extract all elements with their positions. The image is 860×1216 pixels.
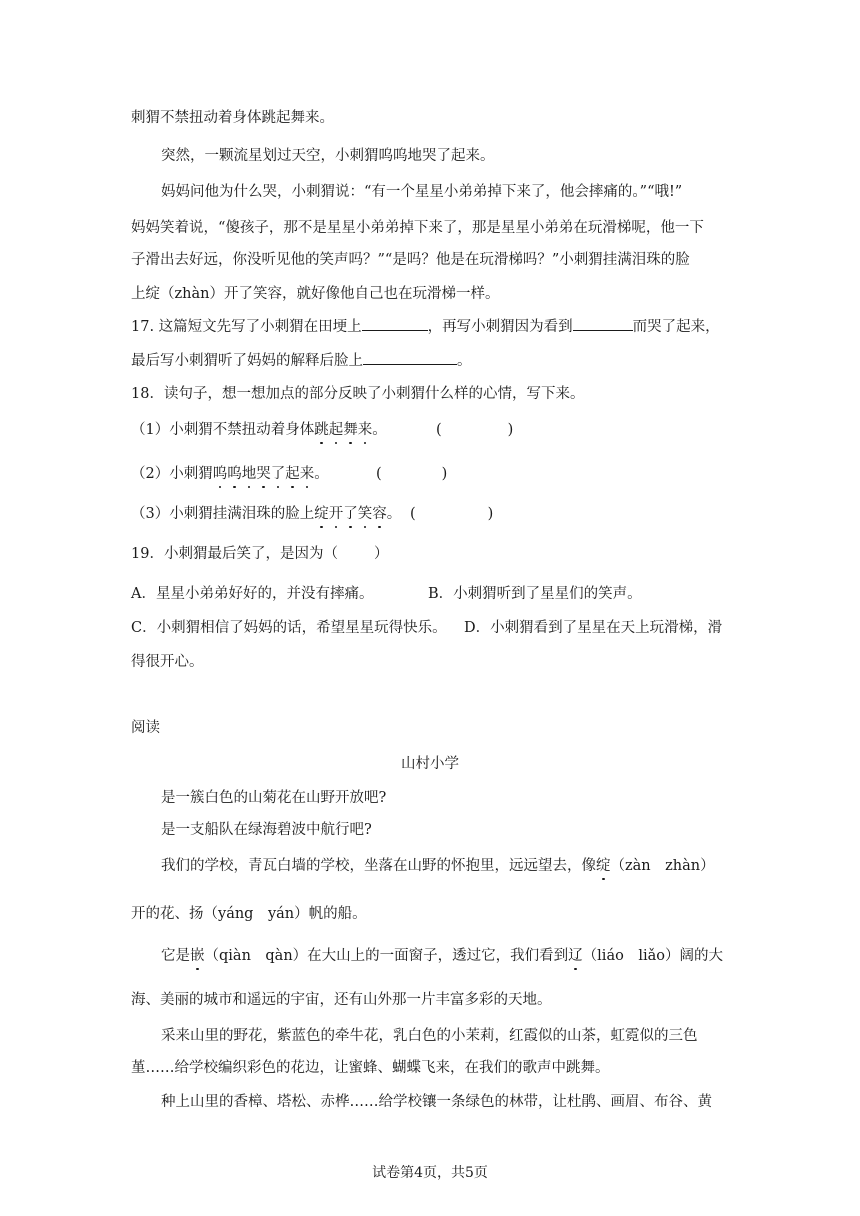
dotted-char: 哭 <box>256 466 271 482</box>
q17-text: 。 <box>457 353 472 369</box>
story-paragraph: 突然，一颗流星划过天空，小刺猬呜呜地哭了起来。 <box>161 148 495 164</box>
q17-text: 17. 这篇短文先写了小刺猬在田埂上 <box>131 319 362 335</box>
page-footer: 试卷第4页，共5页 <box>372 1165 488 1181</box>
passage-text: 它是 <box>161 948 190 964</box>
pinyin-choice: （zàn zhàn） <box>610 858 715 874</box>
dotted-emphasis <box>213 466 315 482</box>
sentence-text: （2）小刺猬 <box>131 466 213 482</box>
dotted-char: 了 <box>270 466 286 482</box>
question-17-cont <box>131 350 472 371</box>
passage-line: 种上山里的香樟、塔松、赤桦……给学校镶一条绿色的林带，让杜鹃、画眉、布谷、黄 <box>161 1094 712 1110</box>
dotted-char: 容 <box>372 506 387 522</box>
option-d-cont: 得很开心。 <box>131 654 204 670</box>
dotted-char: 地 <box>241 466 257 482</box>
dotted-char: 来 <box>299 466 315 482</box>
passage-title: 山村小学 <box>401 756 459 772</box>
passage-line: 是一支船队在绿海碧波中航行吧? <box>161 822 372 838</box>
question-18-item-3 <box>131 504 401 524</box>
answer-paren[interactable] <box>410 504 493 524</box>
paren-open: ( <box>410 506 416 522</box>
question-18-item-1 <box>131 420 387 440</box>
dotted-char: 了 <box>343 506 358 522</box>
sentence-text: （3）小刺猬挂满泪珠的脸上 <box>131 506 315 522</box>
q19-text: ） <box>373 546 389 562</box>
dotted-emphasis <box>314 422 372 438</box>
dotted-char: 呜 <box>212 466 228 482</box>
sentence-text: （1）小刺猬不禁扭动着身体 <box>131 422 315 438</box>
passage-text: （qiàn qàn）在大山上的一面窗子，透过它，我们看到 <box>204 948 569 964</box>
question-18-item-2 <box>131 464 329 484</box>
question-19-stem <box>131 544 388 564</box>
story-paragraph-tail: 刺猬不禁扭动着身体跳起舞来。 <box>131 110 334 126</box>
option-c[interactable]: C．小刺猬相信了妈妈的话，希望星星玩得快乐。 <box>131 620 447 636</box>
dotted-char: 起 <box>285 466 300 482</box>
dotted-char: 来 <box>357 422 373 438</box>
paren-open: ( <box>376 466 382 482</box>
sentence-text: 。 <box>314 466 329 482</box>
option-b[interactable]: B．小刺猬听到了星星们的笑声。 <box>428 586 642 602</box>
story-paragraph: 妈妈笑着说，“傻孩子，那不是星星小弟弟掉下来了，那是星星小弟弟在玩滑梯呢，他一下 <box>131 220 704 236</box>
q17-text: 最后写小刺猬听了妈妈的解释后脸上 <box>131 353 363 369</box>
q19-text: 19．小刺猬最后笑了，是因为（ <box>131 546 338 562</box>
paren-open: ( <box>436 422 442 438</box>
q17-text: 而哭了起来， <box>632 319 720 335</box>
dotted-char: 绽 <box>314 506 329 522</box>
question-17 <box>131 316 720 337</box>
passage-text: 我们的学校，青瓦白墙的学校，坐落在山野的怀抱里，远远望去，像 <box>161 858 596 874</box>
answer-paren[interactable] <box>436 420 513 440</box>
story-paragraph: 上绽（zhàn）开了笑容，就好像他自己也在玩滑梯一样。 <box>131 286 500 302</box>
answer-blank[interactable] <box>362 316 428 331</box>
dotted-char: 开 <box>328 506 344 522</box>
dotted-char: 舞 <box>343 422 358 438</box>
section-label: 阅读 <box>131 720 160 736</box>
dotted-char: 跳 <box>314 422 329 438</box>
sentence-text: 。 <box>372 422 387 438</box>
dotted-emphasis <box>314 506 387 522</box>
passage-line: 海、美丽的城市和遥远的宇宙，还有山外那一片丰富多彩的天地。 <box>131 992 552 1008</box>
passage-line: 采来山里的野花，紫蓝色的牵牛花，乳白色的小茉莉，红霞似的山茶，虹霓似的三色 <box>161 1028 698 1044</box>
answer-blank[interactable] <box>573 316 633 331</box>
option-a[interactable]: A．星星小弟弟好好的，并没有摔痛。 <box>131 586 374 602</box>
paren-close: ) <box>441 466 448 482</box>
dotted-char: 起 <box>328 422 344 438</box>
q17-text: ，再写小刺猬因为看到 <box>427 319 573 335</box>
passage-line <box>161 856 715 876</box>
dotted-char: 绽 <box>596 858 611 874</box>
answer-paren[interactable] <box>376 464 447 484</box>
passage-line <box>161 946 723 966</box>
paren-close: ) <box>487 506 494 522</box>
passage-line: 开的花、扬（yáng yán）帆的船。 <box>131 906 367 922</box>
paren-close: ) <box>507 422 514 438</box>
dotted-char: 呜 <box>227 466 242 482</box>
sentence-text: 。 <box>386 506 402 522</box>
option-d[interactable]: D．小刺猬看到了星星在天上玩滑梯，滑 <box>464 620 723 636</box>
dotted-char: 嵌 <box>190 948 205 964</box>
story-paragraph: 子滑出去好远，你没听见他的笑声吗？”“是吗？他是在玩滑梯吗？”小刺猬挂满泪珠的脸 <box>131 252 690 268</box>
answer-blank[interactable] <box>363 350 457 365</box>
question-18-stem: 18．读句子，想一想加点的部分反映了小刺猬什么样的心情，写下来。 <box>131 386 585 402</box>
passage-text: （liáo liǎo）阔的大 <box>582 948 723 964</box>
passage-line: 是一簇白色的山菊花在山野开放吧? <box>161 790 387 806</box>
passage-line: 堇……给学校编织彩色的花边，让蜜蜂、蝴蝶飞来，在我们的歌声中跳舞。 <box>131 1060 610 1076</box>
dotted-char: 笑 <box>357 506 373 522</box>
dotted-char: 辽 <box>568 948 583 964</box>
story-paragraph: 妈妈问他为什么哭，小刺猬说：“有一个星星小弟弟掉下来了，他会摔痛的。”“哦!” <box>161 184 683 200</box>
